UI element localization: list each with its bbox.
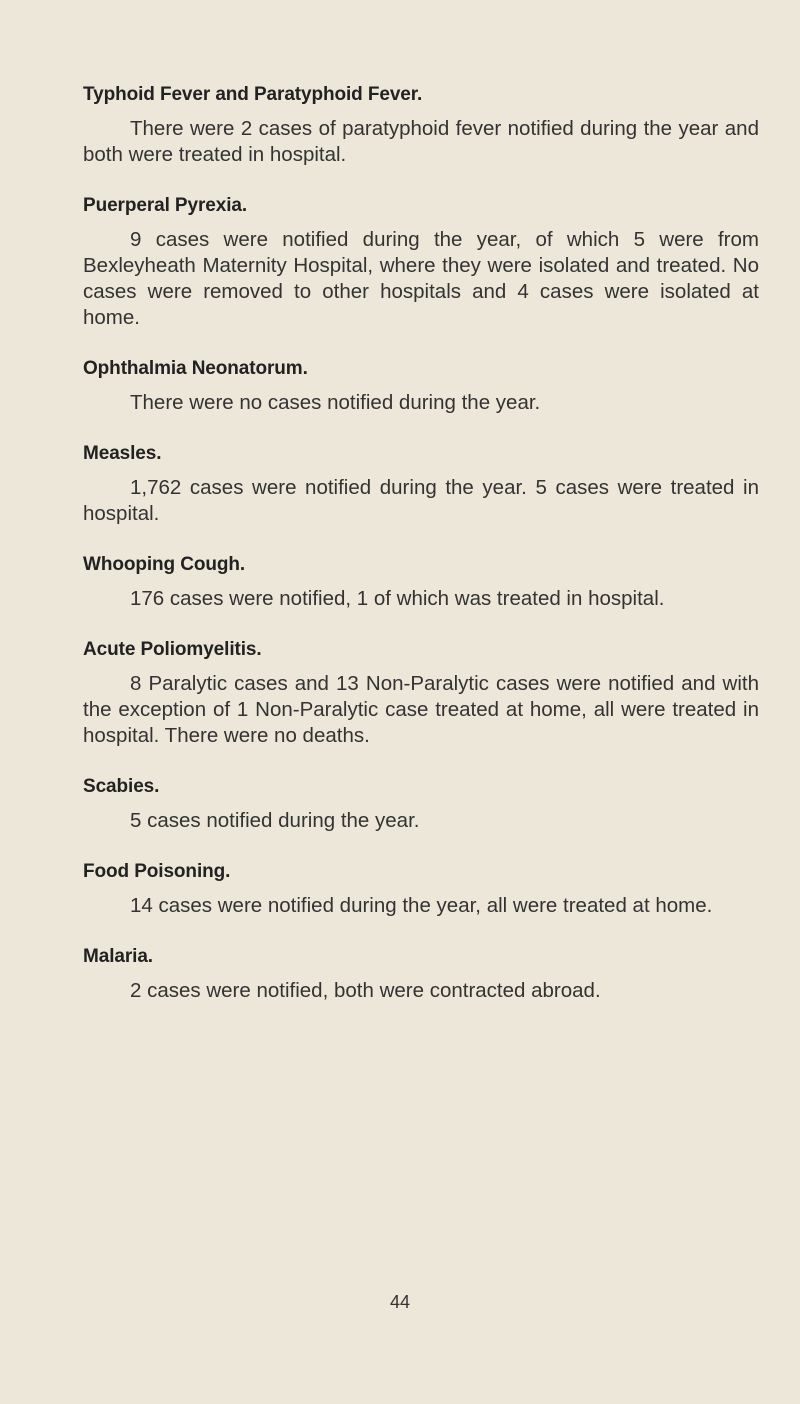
section-heading: Acute Poliomyelitis.: [83, 639, 262, 660]
document-page: [83, 82, 759, 1029]
section-heading: Food Poisoning.: [83, 861, 231, 882]
section-paragraph: 1,762 cases were notified during the year. 5 cases were treated in hospital.: [83, 476, 759, 525]
section-ophthalmia: [83, 356, 759, 416]
page-number: 44: [389, 1292, 411, 1312]
section-heading: Scabies.: [83, 776, 160, 797]
section-paragraph: 5 cases notified during the year.: [130, 809, 420, 832]
section-measles: [83, 441, 759, 527]
section-heading: Ophthalmia Neonatorum.: [83, 358, 308, 379]
section-paragraph: There were no cases notified during the year.: [130, 391, 541, 414]
section-scabies: [83, 774, 759, 834]
section-typhoid: [83, 82, 759, 168]
section-paragraph: 9 cases were notified during the year, of which 5 were from Bexleyheath Maternity Hospital, where they were isolated and treated. No cases were removed to other hospitals and 4 cases were isolated at home.: [83, 228, 759, 329]
section-paragraph: 8 Paralytic cases and 13 Non-Paralytic cases were notified and with the exception of 1 Non-Paralytic case treated at home, all were treated in hospital. There were no deaths.: [83, 672, 759, 747]
section-whooping-cough: [83, 552, 759, 612]
section-puerperal-pyrexia: [83, 193, 759, 331]
section-paragraph: 14 cases were notified during the year, all were treated at home.: [130, 894, 713, 917]
section-heading: Malaria.: [83, 946, 153, 967]
section-heading: Whooping Cough.: [83, 554, 246, 575]
section-paragraph: There were 2 cases of paratyphoid fever notified during the year and both were treated in hospital.: [83, 117, 759, 166]
section-paragraph: 176 cases were notified, 1 of which was treated in hospital.: [130, 587, 665, 610]
section-paragraph: 2 cases were notified, both were contracted abroad.: [130, 979, 601, 1002]
section-poliomyelitis: [83, 637, 759, 749]
section-heading: Typhoid Fever and Paratyphoid Fever.: [83, 84, 423, 105]
section-heading: Puerperal Pyrexia.: [83, 195, 248, 216]
section-food-poisoning: [83, 859, 759, 919]
section-malaria: [83, 944, 759, 1004]
section-heading: Measles.: [83, 443, 162, 464]
